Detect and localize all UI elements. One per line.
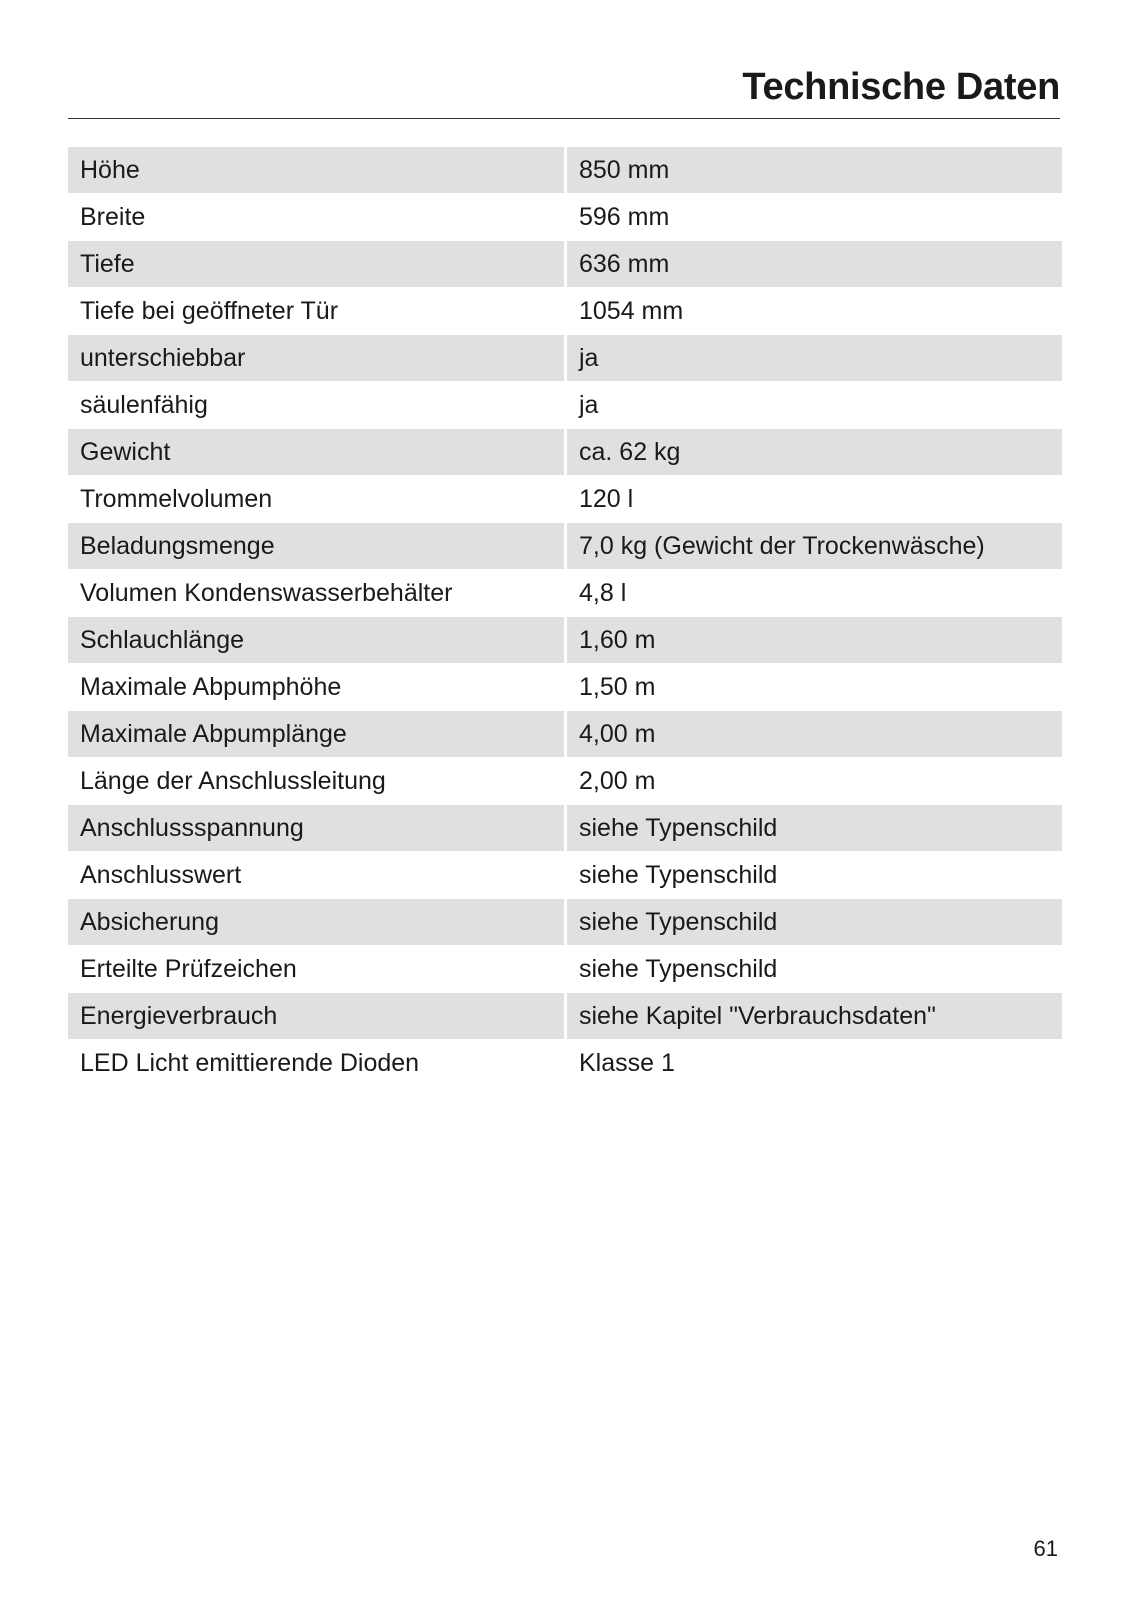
table-row [68,429,1062,476]
table-row [68,617,1062,664]
page-title: Technische Daten [742,66,1060,108]
table-row [68,335,1062,382]
table-row [68,241,1062,288]
spec-value: siehe Typenschild [564,805,1062,851]
spec-label: unterschiebbar [68,335,564,381]
spec-label: Maximale Abpumplänge [68,711,564,757]
spec-value: siehe Kapitel "Verbrauchsdaten" [564,993,1062,1039]
spec-value: 120 l [564,476,1062,522]
spec-label: Gewicht [68,429,564,475]
spec-label: Tiefe bei geöffneter Tür [80,297,339,325]
spec-table [68,147,1062,1087]
table-row [68,993,1062,1040]
spec-label: Erteilte Prüfzeichen [80,955,297,983]
spec-value: ca. 62 kg [564,429,1062,475]
spec-label: LED Licht emittierende Dioden [80,1049,420,1077]
table-row [68,288,1062,335]
spec-value: 636 mm [564,241,1062,287]
spec-label: Maximale Abpumphöhe [80,673,342,701]
page-number: 61 [1033,1536,1058,1561]
spec-label: Volumen Kondenswasserbehälter [80,579,453,607]
spec-label: Anschlussspannung [68,805,564,851]
spec-value: siehe Typenschild [564,899,1062,945]
spec-label: Trommelvolumen [80,485,273,513]
table-row [68,852,1062,899]
table-row [68,946,1062,993]
table-row [68,664,1062,711]
table-row [68,194,1062,241]
table-row [68,899,1062,946]
spec-label: Breite [80,203,146,231]
spec-label: Energieverbrauch [68,993,564,1039]
table-row [68,147,1062,194]
table-row [68,711,1062,758]
spec-value: 1,60 m [564,617,1062,663]
spec-value: 1054 mm [564,288,1062,334]
spec-label: Tiefe [68,241,564,287]
table-row [68,570,1062,617]
spec-value: siehe Typenschild [564,852,1062,898]
table-row [68,1040,1062,1087]
spec-label: säulenfähig [80,391,208,419]
spec-label: Höhe [68,147,564,193]
spec-value: 2,00 m [564,758,1062,804]
spec-label: Beladungsmenge [68,523,564,569]
table-row [68,523,1062,570]
spec-label: Länge der Anschlussleitung [80,767,386,795]
spec-value: 1,50 m [564,664,1062,710]
spec-label: Anschlusswert [80,861,242,889]
table-row [68,758,1062,805]
spec-value: 4,8 l [564,570,1062,616]
table-row [68,805,1062,852]
spec-value: 596 mm [564,194,1062,240]
table-row [68,382,1062,429]
spec-value: siehe Typenschild [564,946,1062,992]
spec-value: ja [564,382,1062,428]
spec-value: 850 mm [564,147,1062,193]
spec-label: Schlauchlänge [68,617,564,663]
spec-label: Absicherung [68,899,564,945]
spec-value: Klasse 1 [564,1040,1062,1086]
table-row [68,476,1062,523]
spec-value: ja [564,335,1062,381]
spec-value: 4,00 m [564,711,1062,757]
spec-value: 7,0 kg (Gewicht der Trockenwäsche) [564,523,1062,569]
page-header [68,62,1060,119]
